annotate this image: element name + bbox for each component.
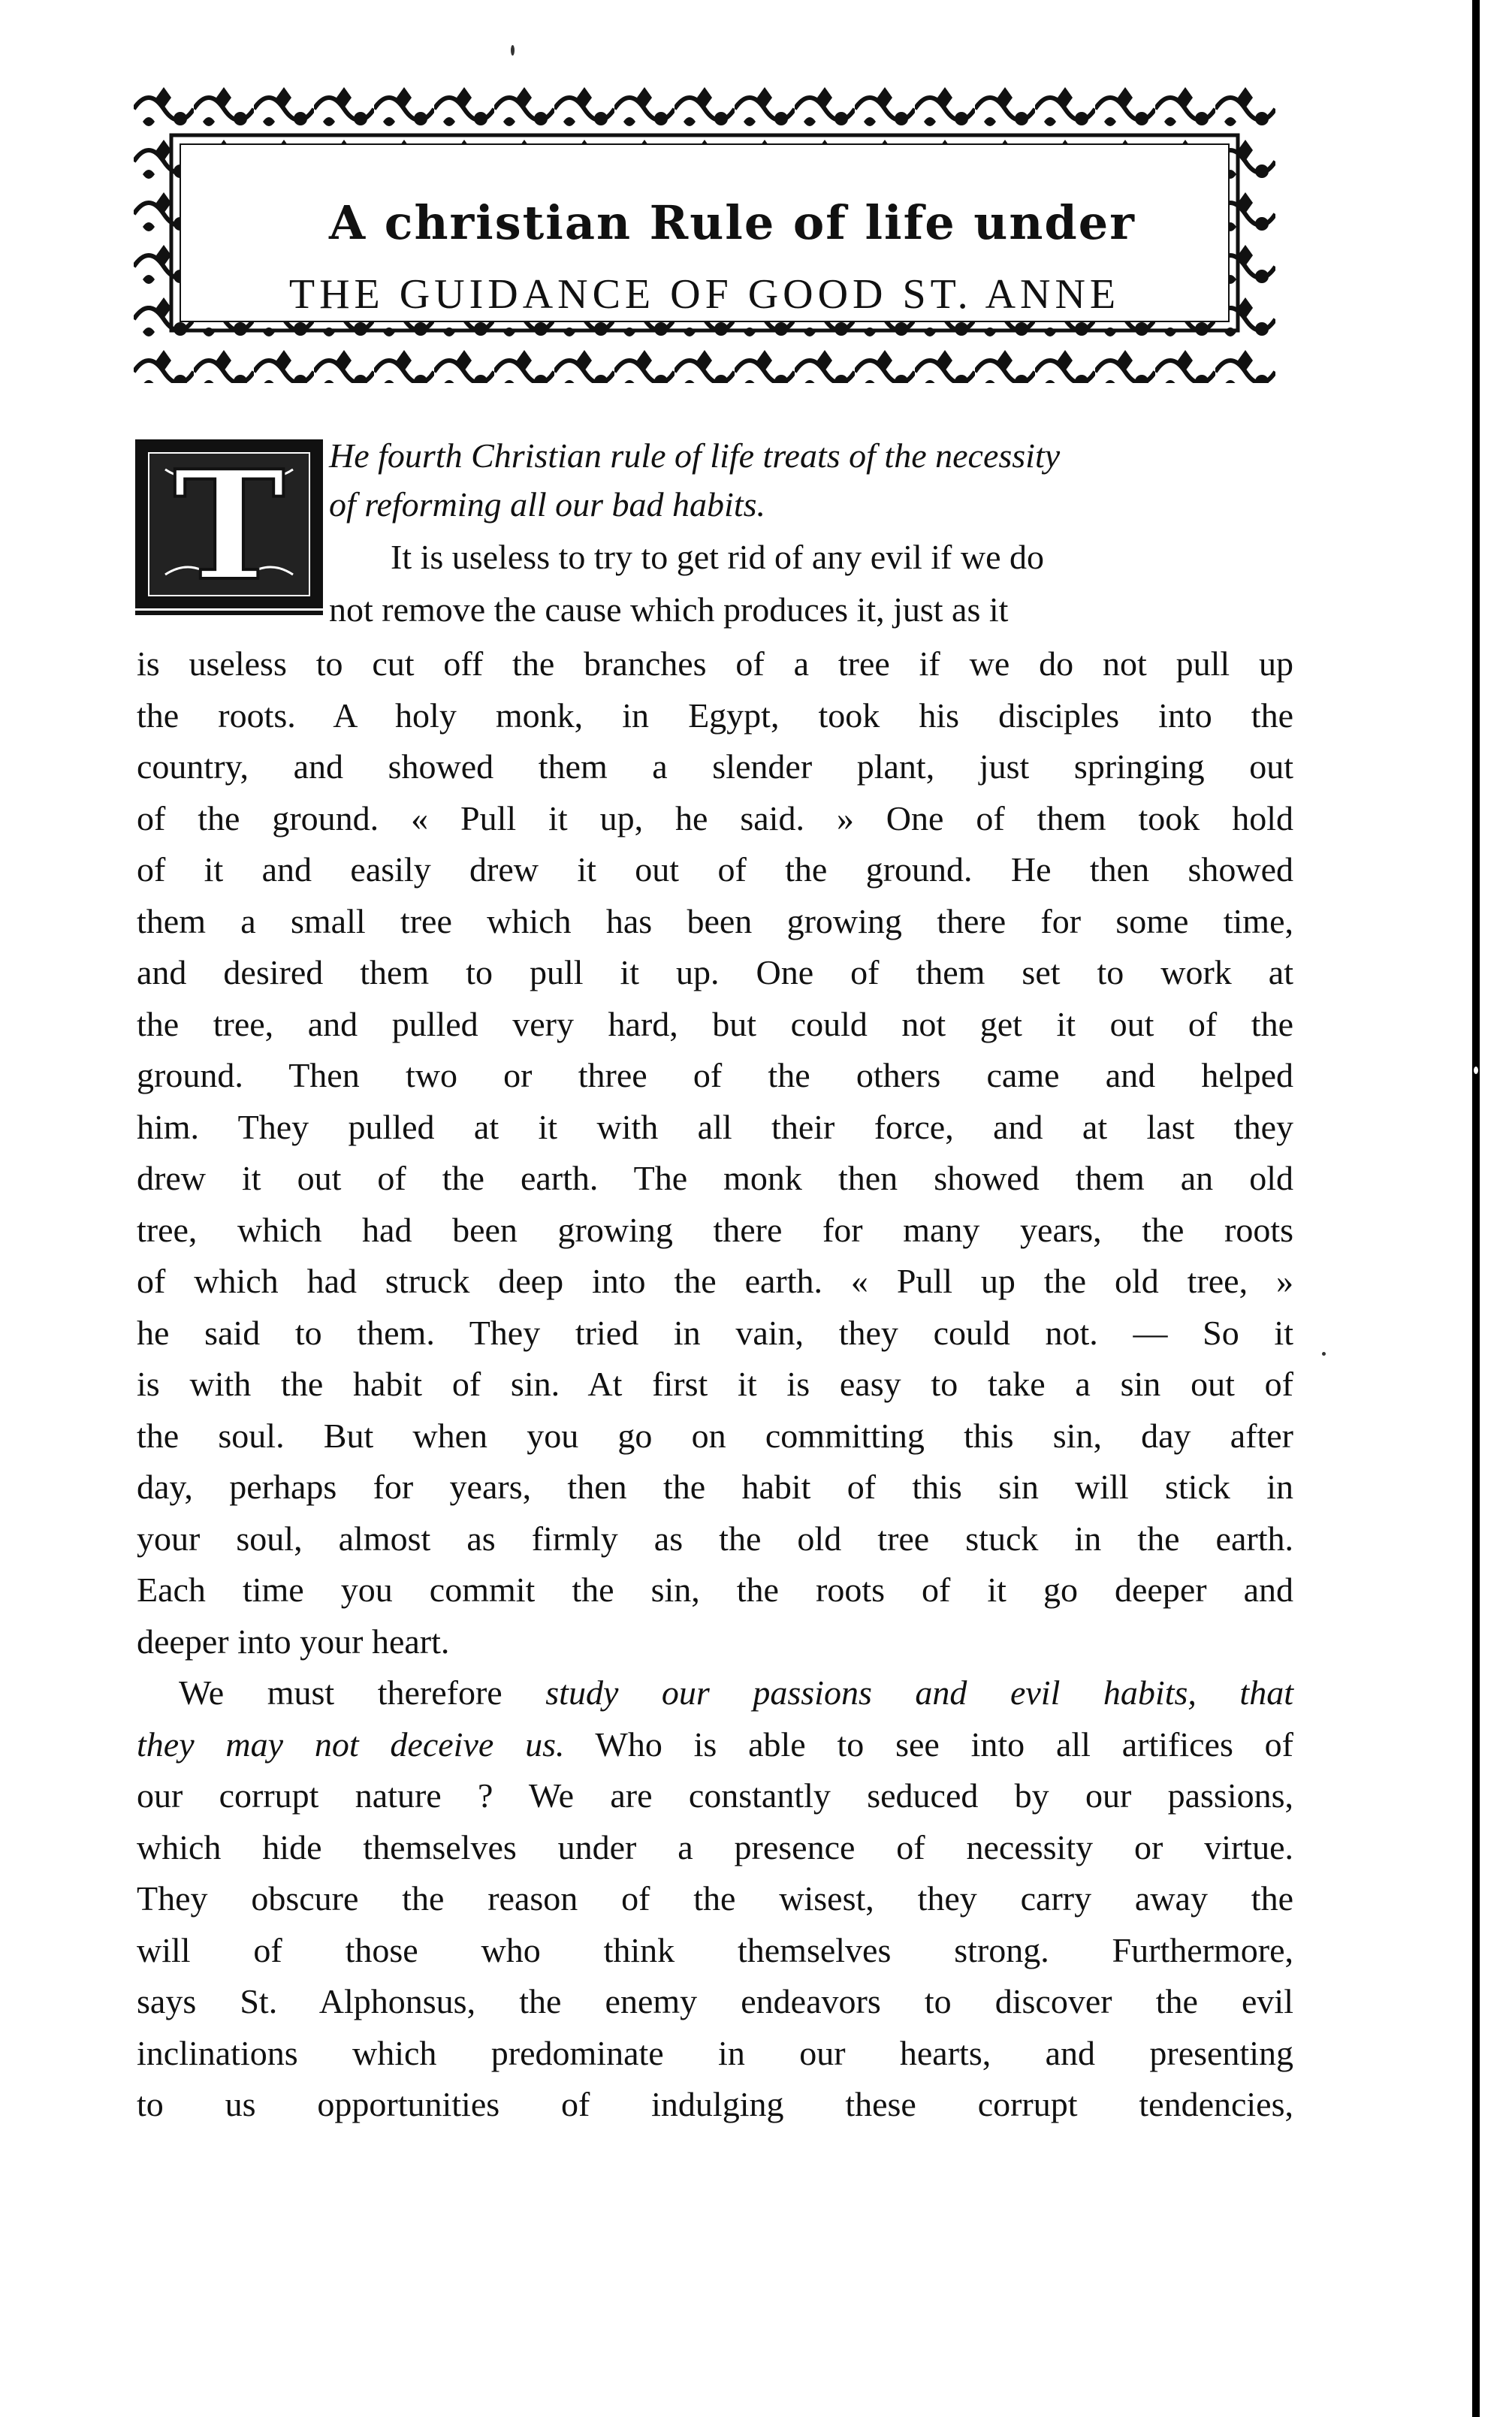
header-subtitle: THE GUIDANCE OF GOOD ST. ANNE <box>288 271 1121 318</box>
text-line: our corrupt nature ? We are constantly seduced by our passions, <box>137 1776 1293 1815</box>
text-line: Each time you commit the sin, the roots of it go deeper and <box>137 1571 1293 1609</box>
paragraph2-line-2 <box>137 1719 1293 1771</box>
ornamental-header <box>134 83 1275 383</box>
text-span: Who is able to see into all artifices of <box>564 1724 1293 1764</box>
text-span: We must therefore <box>179 1673 546 1712</box>
text-line: the soul. But when you go on committing this sin, day after <box>137 1416 1293 1455</box>
text-line: them a small tree which has been growing there for some time, <box>137 901 1293 940</box>
text-line: is useless to cut off the branches of a tree if we do not pull up <box>137 644 1293 683</box>
text-line: of which had struck deep into the earth. « Pull up the old tree, » <box>137 1262 1293 1300</box>
text-line: country, and showed them a slender plant, just springing out <box>137 747 1293 786</box>
text-line: is with the habit of sin. At first it is easy to take a sin out of <box>137 1365 1293 1403</box>
text-line: and desired them to pull it up. One of them set to work at <box>137 953 1293 991</box>
text-line: him. They pulled at it with all their force, and at last they <box>137 1107 1293 1146</box>
text-line: says St. Alphonsus, the enemy endeavors to discover the evil <box>137 1982 1293 2020</box>
text-line: he said to them. They tried in vain, they could not. — So it <box>137 1313 1293 1352</box>
intro-line-2: of reforming all our bad habits. <box>329 485 765 524</box>
text-line: to us opportunities of indulging these corrupt tendencies, <box>137 2085 1293 2123</box>
text-line: the tree, and pulled very hard, but could not get it out of the <box>137 1004 1293 1043</box>
text-line: of it and easily drew it out of the ground. He then showed <box>137 850 1293 889</box>
text-line: inclinations which predominate in our hearts, and presenting <box>137 2033 1293 2072</box>
drop-cap-ornament <box>135 439 323 620</box>
scan-speck <box>511 45 515 56</box>
text-line: will of those who think themselves strong. Furthermore, <box>137 1930 1293 1969</box>
page-edge-rule <box>1472 0 1480 2417</box>
header-title: A christian Rule of life under <box>329 195 1136 250</box>
drop-cap-letter: T <box>173 439 285 614</box>
text-line: ground. Then two or three of the others came and helped <box>137 1056 1293 1094</box>
paragraph2-line-1 <box>137 1667 1293 1719</box>
text-line: of the ground. « Pull it up, he said. » One of them took hold <box>137 798 1293 837</box>
text-line: your soul, almost as firmly as the old tree stuck in the earth. <box>137 1519 1293 1558</box>
paragraph-1 <box>137 638 1293 2131</box>
paragraph1-line-2: not remove the cause which produces it, just as it <box>329 590 1009 629</box>
paragraph1-line-1: It is useless to try to get rid of any evil if we do <box>391 538 1045 576</box>
text-line: deeper into your heart. <box>137 1622 450 1661</box>
text-line: drew it out of the earth. The monk then showed them an old <box>137 1159 1293 1197</box>
scan-speck <box>1474 1067 1478 1074</box>
intro-line-1: He fourth Christian rule of life treats of the necessity <box>329 436 1061 475</box>
decorated-initial <box>135 439 323 620</box>
text-line: tree, which had been growing there for many years, the roots <box>137 1210 1293 1249</box>
italic-span: study our passions and evil habits, that <box>545 1673 1293 1712</box>
text-line: day, perhaps for years, then the habit of this sin will stick in <box>137 1468 1293 1506</box>
italic-span: they may not deceive us. <box>137 1724 565 1764</box>
scan-speck <box>1322 1352 1326 1356</box>
text-line: They obscure the reason of the wisest, they carry away the <box>137 1879 1293 1918</box>
text-line: which hide themselves under a presence of necessity or virtue. <box>137 1827 1293 1866</box>
text-line: the roots. A holy monk, in Egypt, took his disciples into the <box>137 696 1293 735</box>
